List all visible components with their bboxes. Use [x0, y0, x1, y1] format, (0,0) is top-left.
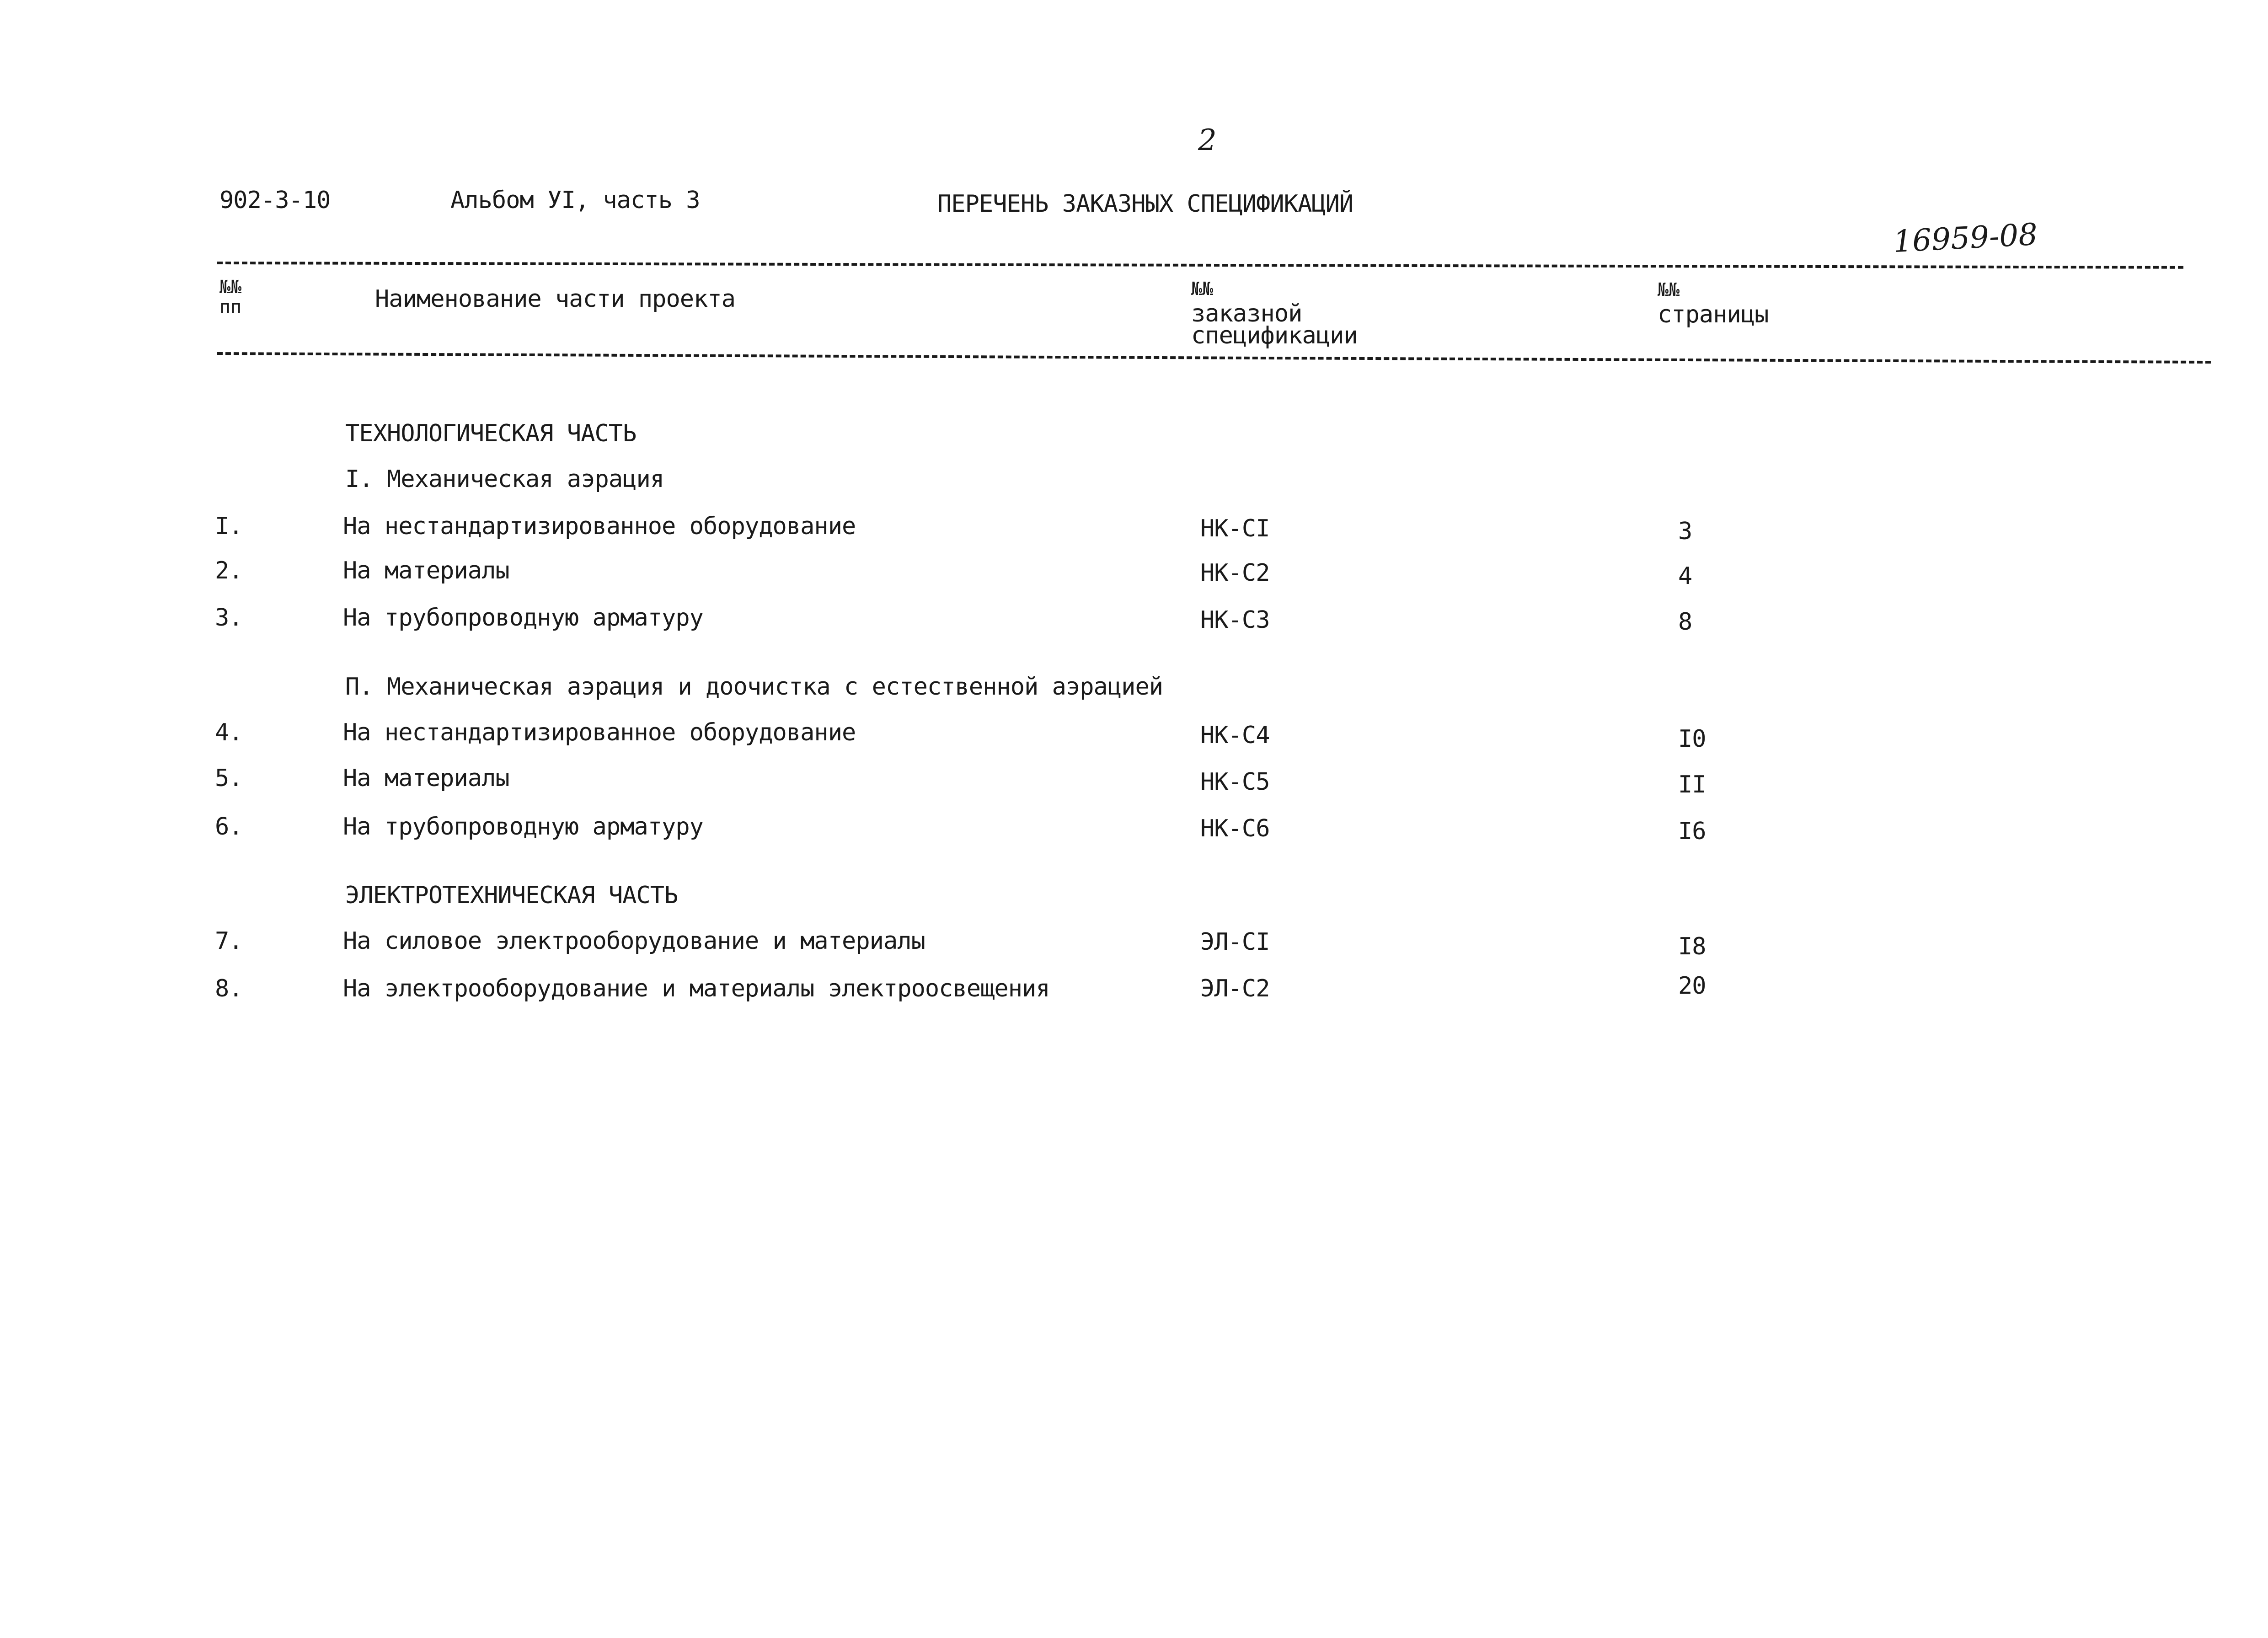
row-page: 3: [1678, 518, 1692, 545]
section-heading: ТЕХНОЛОГИЧЕСКАЯ ЧАСТЬ: [345, 420, 637, 447]
page-number: 2: [1198, 123, 1217, 157]
column-header-number: №№: [219, 277, 242, 298]
column-header-spec-number: №№: [1191, 278, 1214, 300]
row-number: I.: [215, 513, 243, 540]
row-name: На материалы: [343, 557, 509, 584]
row-page: I8: [1678, 933, 1706, 960]
row-spec: НК-С2: [1200, 559, 1270, 587]
row-name: На нестандартизированное оборудование: [343, 513, 856, 540]
row-spec: НК-С3: [1200, 606, 1270, 634]
header-bottom-rule: [217, 352, 2211, 364]
row-name: На материалы: [343, 765, 509, 792]
row-name: На электрооборудование и материалы электроосвещения: [343, 975, 1050, 1002]
row-page: 4: [1678, 562, 1692, 590]
column-header-number-sub: пп: [219, 297, 242, 318]
row-page: 20: [1678, 972, 1706, 1000]
row-name: На нестандартизированное оборудование: [343, 719, 856, 746]
column-header-spec-sub: спецификации: [1191, 322, 1358, 349]
row-page: 8: [1678, 608, 1692, 636]
row-spec: НК-С5: [1200, 768, 1270, 796]
column-header-page-number: №№: [1658, 279, 1680, 300]
document-code: 902-3-10: [219, 187, 331, 214]
row-number: 4.: [215, 719, 243, 746]
row-number: 2.: [215, 557, 243, 584]
album-label: Альбом УI, часть 3: [450, 187, 700, 214]
row-page: II: [1678, 771, 1706, 798]
row-page: I6: [1678, 818, 1706, 845]
inventory-number: 16959-08: [1892, 216, 2039, 260]
header-top-rule: [217, 262, 2183, 269]
row-name: На трубопроводную арматуру: [343, 604, 703, 632]
row-name: На трубопроводную арматуру: [343, 813, 703, 840]
row-spec: ЭЛ-СI: [1200, 928, 1270, 956]
row-number: 7.: [215, 927, 243, 955]
row-number: 8.: [215, 975, 243, 1002]
section-heading: ЭЛЕКТРОТЕХНИЧЕСКАЯ ЧАСТЬ: [345, 882, 678, 909]
column-header-spec: заказной: [1191, 300, 1302, 327]
column-header-name: Наименование части проекта: [375, 285, 735, 313]
row-name: На силовое электрооборудование и материалы: [343, 927, 925, 955]
row-spec: НК-С6: [1200, 815, 1270, 842]
subsection-heading: I. Механическая аэрация: [345, 466, 664, 493]
row-page: I0: [1678, 725, 1706, 753]
row-number: 6.: [215, 813, 243, 840]
row-number: 3.: [215, 604, 243, 632]
row-spec: ЭЛ-С2: [1200, 975, 1270, 1002]
row-spec: НК-СI: [1200, 515, 1270, 542]
subsection-heading: П. Механическая аэрация и доочистка с естественной аэрацией: [345, 673, 1163, 701]
row-number: 5.: [215, 765, 243, 792]
row-spec: НК-С4: [1200, 722, 1270, 749]
document-title: ПЕРЕЧЕНЬ ЗАКАЗНЫХ СПЕЦИФИКАЦИЙ: [937, 190, 1353, 218]
column-header-page: страницы: [1658, 301, 1769, 328]
